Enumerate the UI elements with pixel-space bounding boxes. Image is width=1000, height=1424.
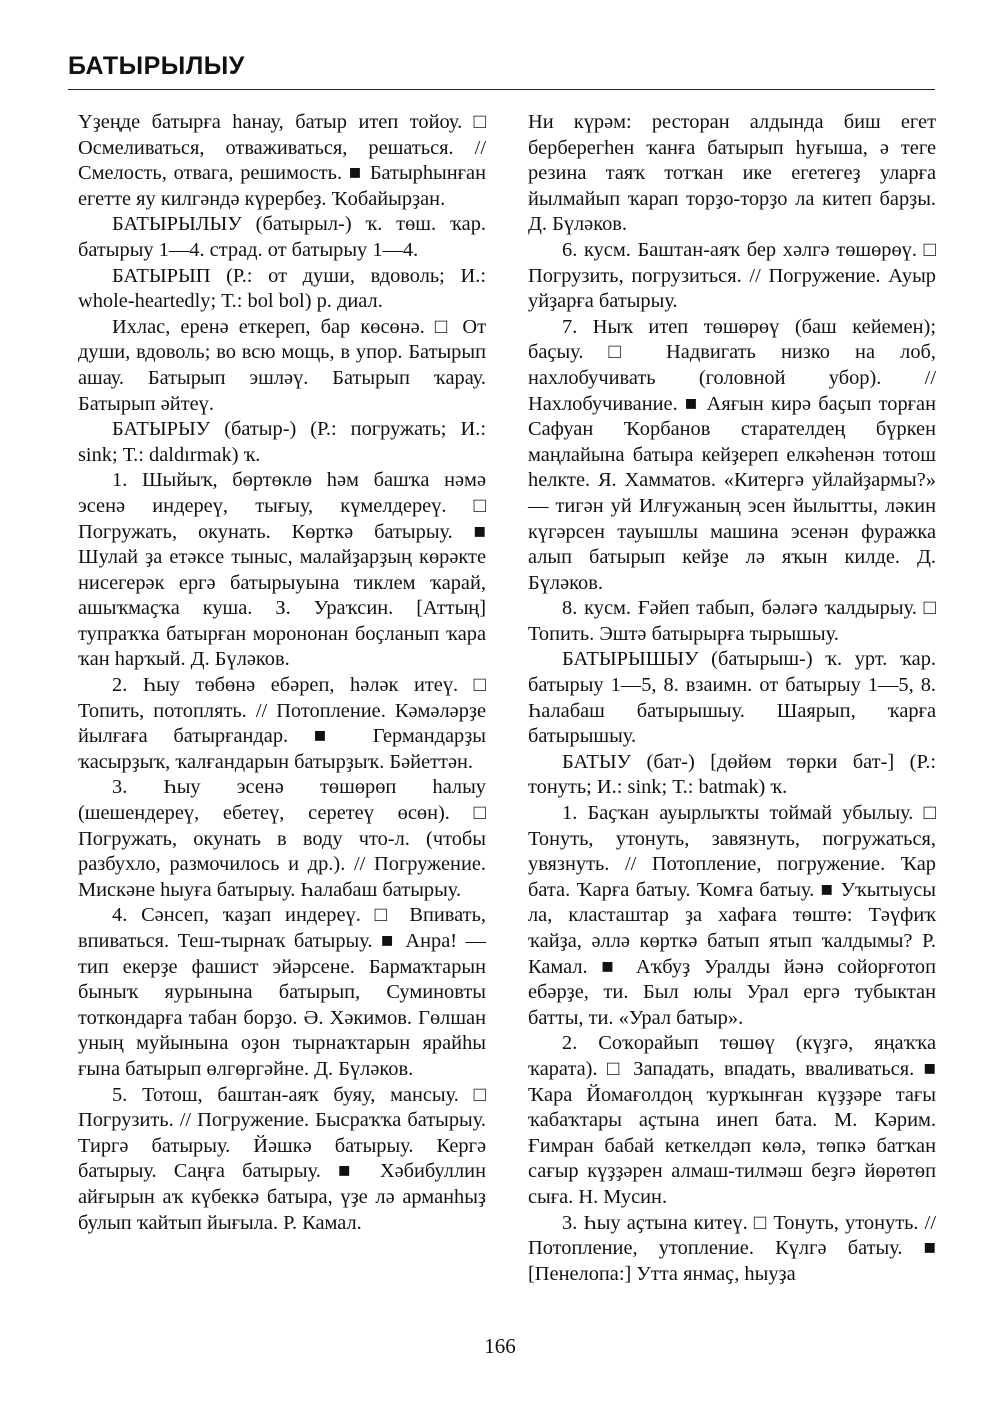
entry-paragraph: 4. Сәнсеп, ҡаҙап индереү. □ Впивать, впиваться. Теш-тырнаҡ батырыу. ■ Анра! — тип екерҙе фашист эйәрсене. Бармаҡтарын быныҡ яурынына батырып, Суминовты тоткондарға табан борҙо. Ә. Хәкимов. Гөлшан уның муйынына оҙон тырнаҡтарын ярайһы ғына батырып өлгөргәйне. Д. Бүләков. <box>78 904 486 1080</box>
page-number: 166 <box>484 1334 516 1358</box>
entry-paragraph: 2. Соҡорайып төшөү (күҙгә, яңаҡҡа ҡарата). □ Западать, впадать, вваливаться. ■ Ҡара Йомағолдоң ҡурҡынған күҙҙәре тағы ҡабаҡтары аҫтына инеп бата. М. Кәрим. Ғимран бабай кеткелдәп көлә, төпкә батҡан сағыр күҙҙәрен алмаш-тилмәш беҙгә йөрөтөп сыға. Н. Мусин. <box>528 1032 936 1208</box>
entry-paragraph: 2. Һыу төбөнә ебәреп, һәләк итеү. □ Топить, потоплять. // Потопление. Кәмәләрҙе йылғаға батырғандар. ■ Германдарҙы ҡасырҙыҡ, ҡалғандарын батырҙыҡ. Бәйеттән. <box>78 674 486 773</box>
entry-paragraph: 3. Һыу аҫтына китеү. □ Тонуть, утонуть. // Потопление, утопление. Күлгә батыу. ■ [Пенелопа:] Утта янмаҫ, һыуҙа <box>528 1211 936 1285</box>
entry-paragraph: Үҙеңде батырға һанау, батыр итеп тойоу. □ Осмеливаться, отваживаться, решаться. // Смелость, отвага, решимость. ■ Батырһынған егетте яу килгәндә күрербеҙ. Ҡобайырҙан. <box>78 111 486 210</box>
running-header: БАТЫРЫЛЫУ <box>68 52 245 80</box>
entry-paragraph: Ни күрәм: ресторан алдында биш егет берберегһен ҡанға батырып һуғыша, ә теге резина таяҡ тотҡан ике егетегеҙ уларға йылмайып ҡарап торҙо-торҙо ла китеп барҙы. Д. Бүләков. <box>528 111 936 236</box>
entry-paragraph: БАТЫУ (бат-) [дөйөм төрки бат-] (Р.: тонуть; И.: sink; Т.: batmak) ҡ. <box>528 750 936 799</box>
entry-paragraph: 1. Шыйыҡ, бөртөклө һәм башҡа нәмә эсенә индереү, тығыу, күмелдереү. □ Погружать, окунать. Көрткә батырыу. ■ Шулай ҙа етәксе тыныс, малайҙарҙың көрәкте нисегерәк ергә батырыуына тиклем ҡарай, ашыҡмаҫҡа куша. З. Ураҡсин. [Аттың] тупраҡҡа батырған морононан боҫланып ҡара ҡан һарҡый. Д. Бүләков. <box>78 469 486 671</box>
entry-paragraph: 3. Һыу эсенә төшөрөп һалыу (шешендереү, ебетеү, серетеү өсөн). □ Погружать, окунать в воду что-л. (чтобы разбухло, размочилось и др.). // Погружение. Мискәне һыуға батырыу. Һалабаш батырыу. <box>78 776 486 901</box>
entry-paragraph: БАТЫРЫУ (батыр-) (Р.: погружать; И.: sink; Т.: daldırmak) ҡ. <box>78 418 486 466</box>
entry-paragraph: 6. кусм. Баштан-аяҡ бер хәлгә төшөрөү. □ Погрузить, погрузиться. // Погружение. Ауыр уйҙарға батырыу. <box>528 238 936 313</box>
entry-paragraph: 7. Ныҡ итеп төшөрөү (баш кейемен); баҫыу. □ Надвигать низко на лоб, нахлобучивать (головной убор). // Нахлобучивание. ■ Аяғын кирә баҫып торған Сафуан Ҡорбанов старателдең бүркен маңлайына батыра кейҙереп елкәһенән тотош һелкте. Я. Хамматов. «Китергә уйлайҙармы?» — тигән уй Илғужаның эсен йылытты, ләкин күгәрсен тауышлы машина эсенән фуражка алып батырып кейҙе лә яҡын килде. Д. Бүләков. <box>528 315 936 594</box>
entry-paragraph: Ихлас, еренә еткереп, бар көсөнә. □ От души, вдоволь; во всю мощь, в упор. Батырып ашау. Батырып эшләү. Батырып ҡарау. Батырып әйтеү. <box>78 315 486 415</box>
right-column <box>528 110 936 1287</box>
entry-paragraph: БАТЫРЫЛЫУ (батырыл-) ҡ. төш. ҡар. батырыу 1—4. страд. от батырыу 1—4. <box>78 213 486 261</box>
entry-paragraph: БАТЫРЫП (Р.: от души, вдоволь; И.: whole-heartedly; Т.: bol bol) р. диал. <box>78 264 486 313</box>
entry-paragraph: БАТЫРЫШЫУ (батырыш-) ҡ. урт. ҡар. батырыу 1—5, 8. взаимн. от батырыу 1—5, 8. Һалабаш батырышыу. Шаярып, ҡарға батырышыу. <box>528 648 936 748</box>
left-column <box>78 110 486 1236</box>
header-rule <box>68 89 935 90</box>
entry-paragraph: 8. кусм. Ғәйеп табып, бәләгә ҡалдырыу. □ Топить. Эштә батырырға тырышыу. <box>528 597 936 645</box>
entry-paragraph: 1. Баҫҡан ауырлыҡты тоймай убылыу. □ Тонуть, утонуть, завязнуть, погружаться, увязнуть. // Потопление, погружение. Ҡар бата. Ҡарға батыу. Ҡомға батыу. ■ Уҡытыусы ла, класташтар ҙа хафаға төштө: Тәүфиҡ ҡайҙа, әллә көрткә батып ятып ҡалдымы? Р. Камал. ■ Аҡбуҙ Уралды йәнә сойорғотоп ебәрҙе, ти. Был юлы Урал ергә тубыктан батты, ти. «Урал батыр». <box>528 802 936 1029</box>
entry-paragraph: 5. Тотош, баштан-аяҡ буяу, мансыу. □ Погрузить. // Погружение. Бысраҡҡа батырыу. Тиргә батырыу. Йәшкә батырыу. Кергә батырыу. Саңға батырыу. ■ Хәбибуллин айғырын аҡ күбеккә батыра, үҙе лә арманһыҙ булып ҡайтып йығыла. Р. Камал. <box>78 1083 486 1234</box>
